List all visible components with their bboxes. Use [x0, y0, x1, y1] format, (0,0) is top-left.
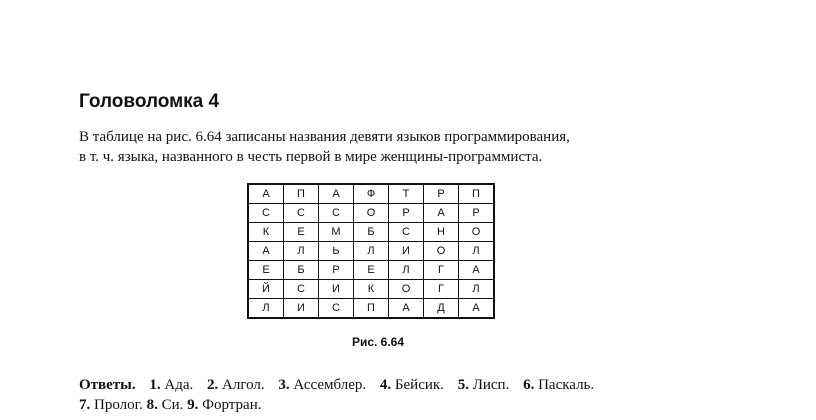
grid-cell: Л	[284, 242, 319, 261]
grid-cell: Т	[389, 184, 424, 204]
answer-number: 3.	[278, 377, 290, 393]
grid-cell: С	[284, 280, 319, 299]
grid-cell: Е	[248, 261, 284, 280]
grid-cell: Л	[459, 280, 495, 299]
grid-cell: Н	[424, 223, 459, 242]
answer-text: Лисп.	[472, 377, 510, 393]
grid-row	[248, 184, 494, 204]
grid-row	[248, 299, 494, 319]
grid-cell: Б	[284, 261, 319, 280]
grid-cell: С	[319, 204, 354, 223]
answer-text: Ассемблер.	[293, 377, 367, 393]
grid-cell: Л	[389, 261, 424, 280]
grid-row	[248, 280, 494, 299]
grid-cell: О	[389, 280, 424, 299]
grid-cell: Р	[319, 261, 354, 280]
grid-cell: Л	[248, 299, 284, 319]
answer-text: Паскаль.	[538, 377, 595, 393]
grid-cell: С	[319, 299, 354, 319]
answer-text: Алгол.	[222, 377, 265, 393]
grid-cell: Б	[354, 223, 389, 242]
figure-caption: Рис. 6.64	[351, 335, 405, 349]
answer-number: 7.	[79, 397, 91, 413]
grid-cell: С	[284, 204, 319, 223]
grid-cell: Е	[354, 261, 389, 280]
answer-number: 5.	[457, 377, 469, 393]
answer-number: 1.	[149, 377, 161, 393]
answer-number: 4.	[379, 377, 392, 393]
grid-cell: О	[354, 204, 389, 223]
intro-line-1: В таблице на рис. 6.64 записаны названия девяти языков программирования,	[79, 129, 570, 145]
grid-cell: Г	[424, 261, 459, 280]
grid-cell: Й	[248, 280, 284, 299]
grid-cell: П	[354, 299, 389, 319]
grid-cell: С	[389, 223, 424, 242]
grid-cell: А	[459, 299, 495, 319]
grid-row	[248, 204, 494, 223]
grid-cell: Р	[389, 204, 424, 223]
grid-cell: О	[459, 223, 495, 242]
intro-paragraph	[79, 127, 570, 167]
grid-cell: Д	[424, 299, 459, 319]
answers-label: Ответы.	[79, 377, 136, 393]
answer-text: Бейсик.	[394, 377, 444, 393]
grid-cell: О	[424, 242, 459, 261]
grid-cell: А	[248, 184, 284, 204]
grid-cell: М	[319, 223, 354, 242]
grid-cell: С	[248, 204, 284, 223]
grid-cell: П	[459, 184, 495, 204]
grid-cell: А	[459, 261, 495, 280]
letter-grid	[247, 183, 495, 319]
answer-text: Ада.	[164, 377, 194, 393]
answer-number: 8.	[146, 397, 158, 413]
answer-number: 9.	[187, 397, 199, 413]
grid-cell: А	[248, 242, 284, 261]
answer-number: 2.	[207, 377, 219, 393]
grid-cell: И	[319, 280, 354, 299]
grid-row	[248, 261, 494, 280]
grid-cell: А	[319, 184, 354, 204]
answer-number: 6.	[523, 377, 535, 393]
page-title: Головоломка 4	[79, 91, 220, 112]
grid-cell: Ь	[319, 242, 354, 261]
answers-line-2	[79, 395, 594, 415]
grid-cell: К	[354, 280, 389, 299]
grid-cell: Л	[459, 242, 495, 261]
grid-cell: Г	[424, 280, 459, 299]
grid-cell: А	[424, 204, 459, 223]
answer-text: Фортран.	[202, 397, 262, 413]
grid-cell: К	[248, 223, 284, 242]
grid-cell: А	[389, 299, 424, 319]
grid-row	[248, 223, 494, 242]
grid-cell: Л	[354, 242, 389, 261]
grid-cell: Е	[284, 223, 319, 242]
answer-text: Пролог.	[94, 397, 143, 413]
grid-cell: Ф	[354, 184, 389, 204]
grid-cell: П	[284, 184, 319, 204]
grid-cell: И	[284, 299, 319, 319]
intro-line-2: в т. ч. языка, названного в честь первой в мире женщины-программиста.	[79, 149, 543, 165]
grid-cell: Р	[424, 184, 459, 204]
grid-cell: И	[389, 242, 424, 261]
answers-line-1	[79, 375, 594, 395]
answer-text: Си.	[161, 397, 184, 413]
grid-cell: Р	[459, 204, 495, 223]
answers-paragraph	[79, 375, 594, 415]
grid-row	[248, 242, 494, 261]
